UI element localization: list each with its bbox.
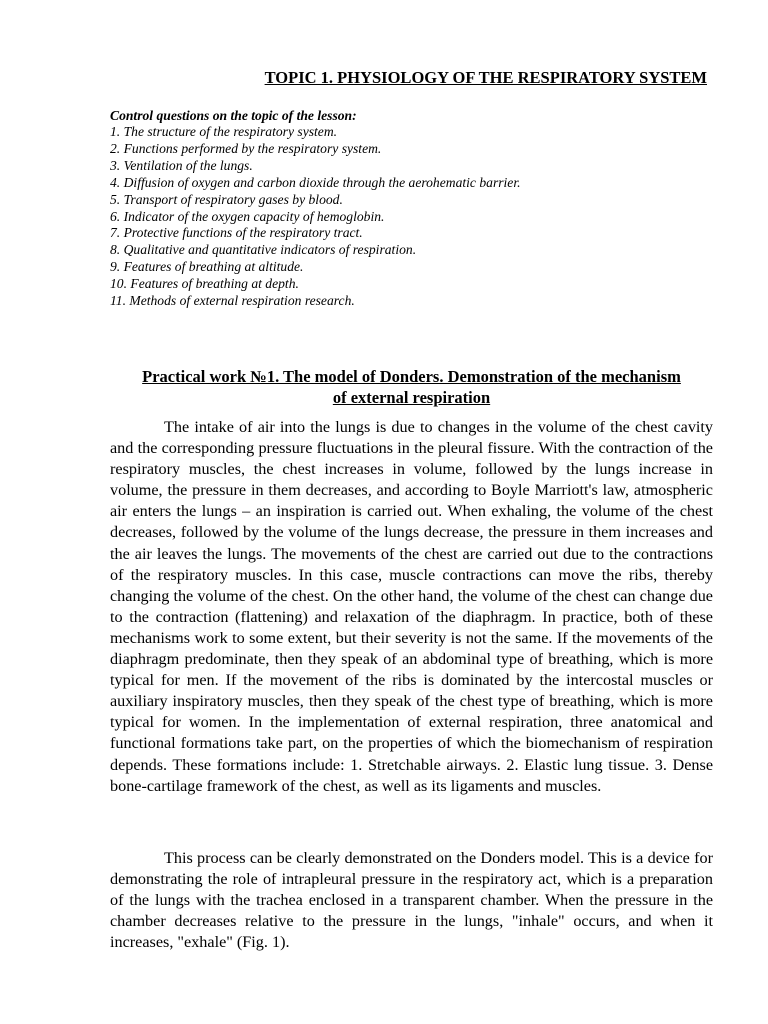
list-item: 8. Qualitative and quantitative indicators of respiration. — [110, 242, 417, 258]
list-item: 11. Methods of external respiration research. — [110, 293, 355, 309]
list-item: 6. Indicator of the oxygen capacity of hemoglobin. — [110, 208, 385, 224]
list-item: 2. Functions performed by the respiratory system. — [110, 140, 382, 156]
list-item: 1. The structure of the respiratory system. — [110, 124, 338, 139]
practical-work-title-line2: of external respiration — [332, 388, 491, 407]
practical-work-title — [110, 366, 713, 408]
list-item: 4. Diffusion of oxygen and carbon dioxide through the aerohematic barrier. — [110, 174, 521, 190]
list-item: 3. Ventilation of the lungs. — [110, 157, 253, 173]
list-item: 9. Features of breathing at altitude. — [110, 259, 304, 275]
control-questions-list — [110, 124, 521, 310]
list-item: 10. Features of breathing at depth. — [110, 276, 299, 292]
body-paragraph-2: This process can be clearly demonstrated on the Donders model. This is a device for demonstrating the role of intrapleural pressure in the respiratory act, which is a preparation of the lungs with the trachea enclosed in a transparent chamber. When the pressure in the chamber decreases relative to the pressure in the lungs, "inhale" occurs, and when it increases, "exhale" (Fig. 1). — [110, 849, 713, 952]
practical-work-title-line1: Practical work №1. The model of Donders. Demonstration of the mechanism — [142, 367, 681, 386]
list-item: 5. Transport of respiratory gases by blood. — [110, 191, 343, 207]
body-paragraph-1: The intake of air into the lungs is due to changes in the volume of the chest cavity and the corresponding pressure fluctuations in the pleural fissure. With the contraction of the respiratory muscles, the chest increases in volume, followed by the lungs increase in volume, the pressure in them decreases, and according to Boyle Marriott's law, atmospheric air enters the lungs – an inspiration is carried out. When exhaling, the volume of the chest decreases, followed by the volume of the lungs decrease, the pressure in them increases and the air leaves the lungs. The movements of the chest are carried out due to the contractions of the respiratory muscles. In this case, muscle contractions can move the ribs, thereby changing the volume of the chest. On the other hand, the volume of the chest can change due to the contraction (flattening) and relaxation of the diaphragm. In practice, both of these mechanisms work to some extent, but their severity is not the same. If the movements of the diaphragm predominate, then they speak of an abdominal type of breathing, which is more typical for men. If the movement of the ribs is dominated by the intercostal muscles or auxiliary inspiratory muscles, then they speak of the chest type of breathing, which is more typical for women. In the implementation of external respiration, three anatomical and functional formations take part, on the properties of which the biomechanism of respiration depends. These formations include: 1. Stretchable airways. 2. Elastic lung tissue. 3. Dense bone-cartilage framework of the chest, as well as its ligaments and muscles. — [110, 418, 713, 795]
list-item: 7. Protective functions of the respiratory tract. — [110, 225, 363, 241]
topic-title: TOPIC 1. PHYSIOLOGY OF THE RESPIRATORY SYSTEM — [264, 68, 707, 87]
control-questions-heading: Control questions on the topic of the lesson: — [110, 108, 357, 123]
